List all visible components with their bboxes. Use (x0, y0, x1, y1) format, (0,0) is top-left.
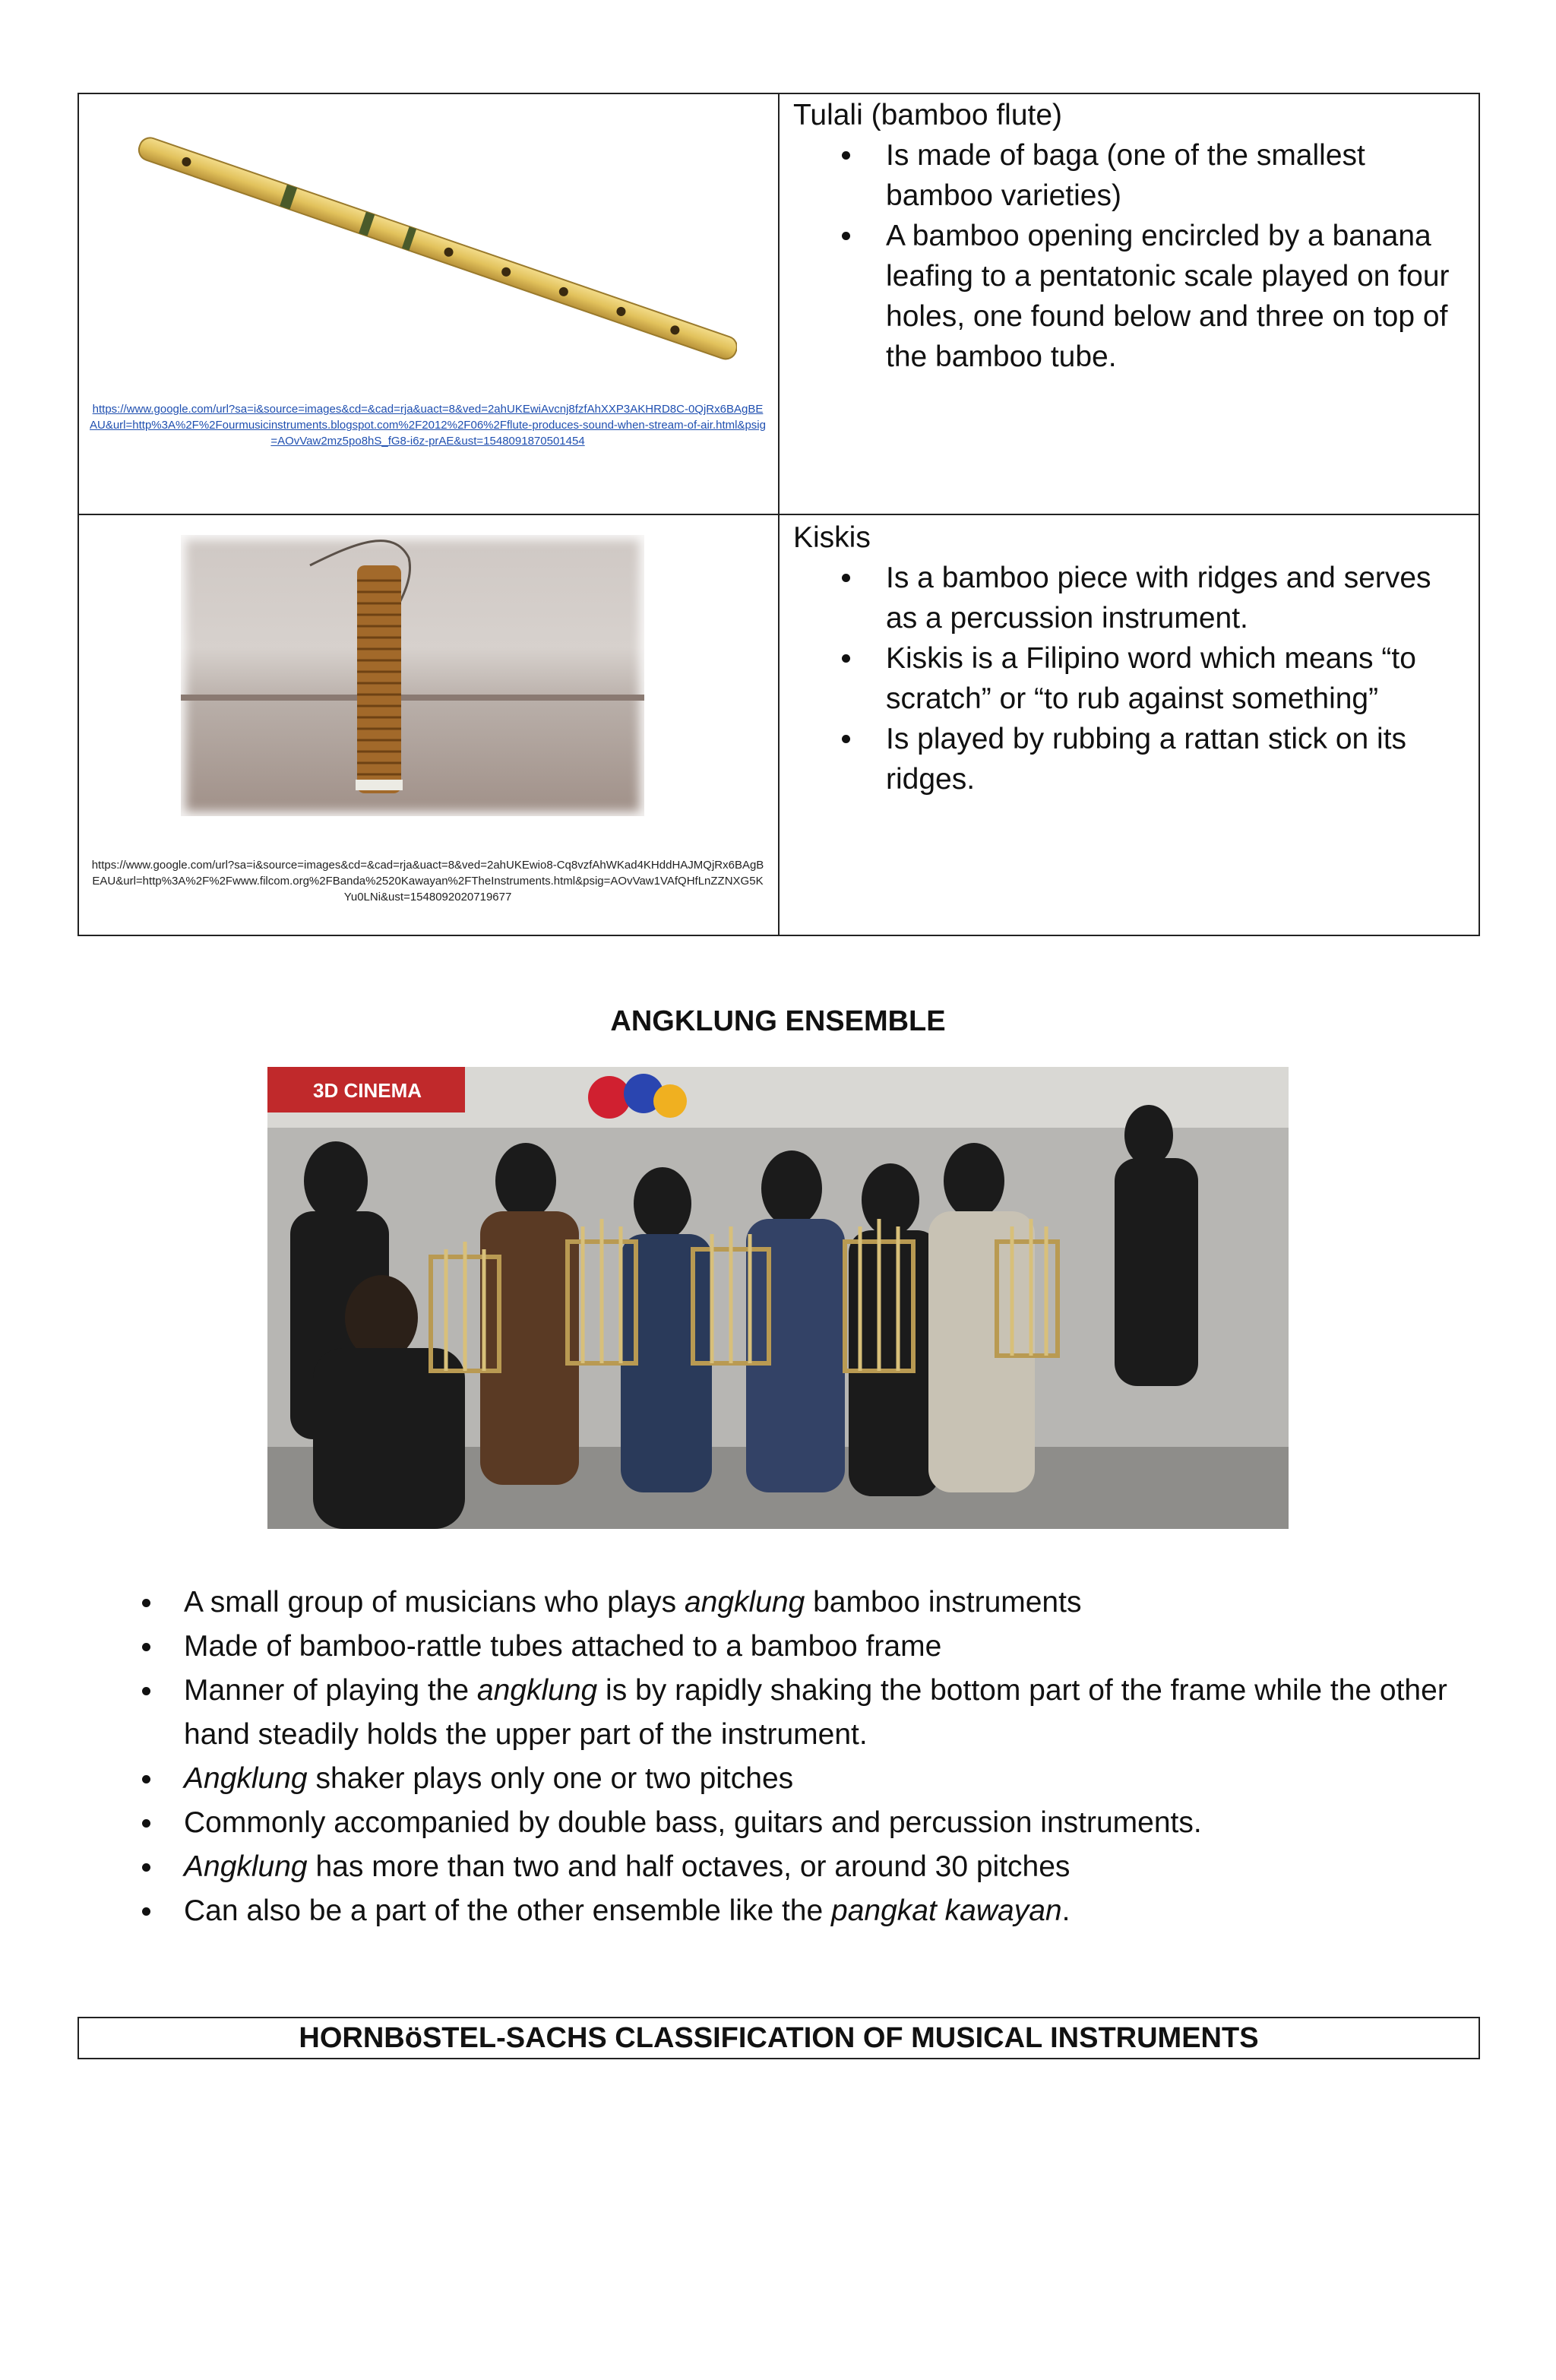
tulali-source-link[interactable]: https://www.google.com/url?sa=i&source=images&cd=&cad=rja&uact=8&ved=2ahUKEwiAvcnj8fzfAhXXP3AKHRD8C-0QjRx6BAgBEAU&url=http%3A%2F%2Fourmusicinstruments.blogspot.com%2F2012%2F06%2Fflute-produces-sound-when-stream-of-air.html&psig=AOvVaw2mz5po8hS_fG8-i6z-prAE&ust=1548091870501454 (90, 403, 766, 448)
list-item: Commonly accompanied by double bass, guitars and percussion instruments. (184, 1801, 1475, 1845)
list-item: Can also be a part of the other ensemble like the pangkat kawayan. (184, 1889, 1475, 1933)
list-item: A small group of musicians who plays angklung bamboo instruments (184, 1581, 1475, 1625)
kiskis-source-link: https://www.google.com/url?sa=i&source=images&cd=&cad=rja&uact=8&ved=2ahUKEwio8-Cq8vzfAhWKad4KHddHAJMQjRx6BAgBEAU&url=http%3A%2F%2Fwww.filcom.org%2FBanda%2520Kawayan%2FTheInstruments.html&psig=AOvVaw1VAfQHfLnZZNXG5KYu0LNi&ust=1548092020719677 (91, 859, 764, 904)
angklung-ensemble-photo (267, 1067, 1289, 1529)
list-item: Is played by rubbing a rattan stick on its ridges. (886, 719, 1463, 799)
list-item: Is a bamboo piece with ridges and serves as a percussion instrument. (886, 558, 1463, 638)
list-item: Is made of baga (one of the smallest bamboo varieties) (886, 135, 1463, 216)
kiskis-bullet-list (886, 558, 1463, 799)
table-row-divider (77, 514, 1480, 515)
kiskis-title: Kiskis (793, 521, 871, 554)
list-item: Angklung has more than two and half octaves, or around 30 pitches (184, 1845, 1475, 1889)
list-item: Manner of playing the angklung is by rapidly shaking the bottom part of the frame while the other hand steadily holds the upper part of the instrument. (184, 1669, 1475, 1757)
tulali-title: Tulali (bamboo flute) (793, 99, 1063, 131)
bamboo-flute-image (129, 122, 737, 380)
angklung-bullet-list (184, 1581, 1475, 1933)
list-item: A bamboo opening encircled by a banana leafing to a pentatonic scale played on four holes, one found below and three on top of the bamboo tube. (886, 216, 1463, 377)
angklung-heading: ANGKLUNG ENSEMBLE (610, 1005, 946, 1037)
list-item: Angklung shaker plays only one or two pitches (184, 1757, 1475, 1801)
tulali-bullet-list (886, 135, 1463, 377)
list-item: Made of bamboo-rattle tubes attached to a bamboo frame (184, 1625, 1475, 1669)
classification-heading: HORNBöSTEL-SACHS CLASSIFICATION OF MUSICAL INSTRUMENTS (77, 2017, 1480, 2059)
photo-sign-text: 3D CINEMA (313, 1079, 422, 1102)
kiskis-image (181, 535, 644, 816)
list-item: Kiskis is a Filipino word which means “to scratch” or “to rub against something” (886, 638, 1463, 719)
